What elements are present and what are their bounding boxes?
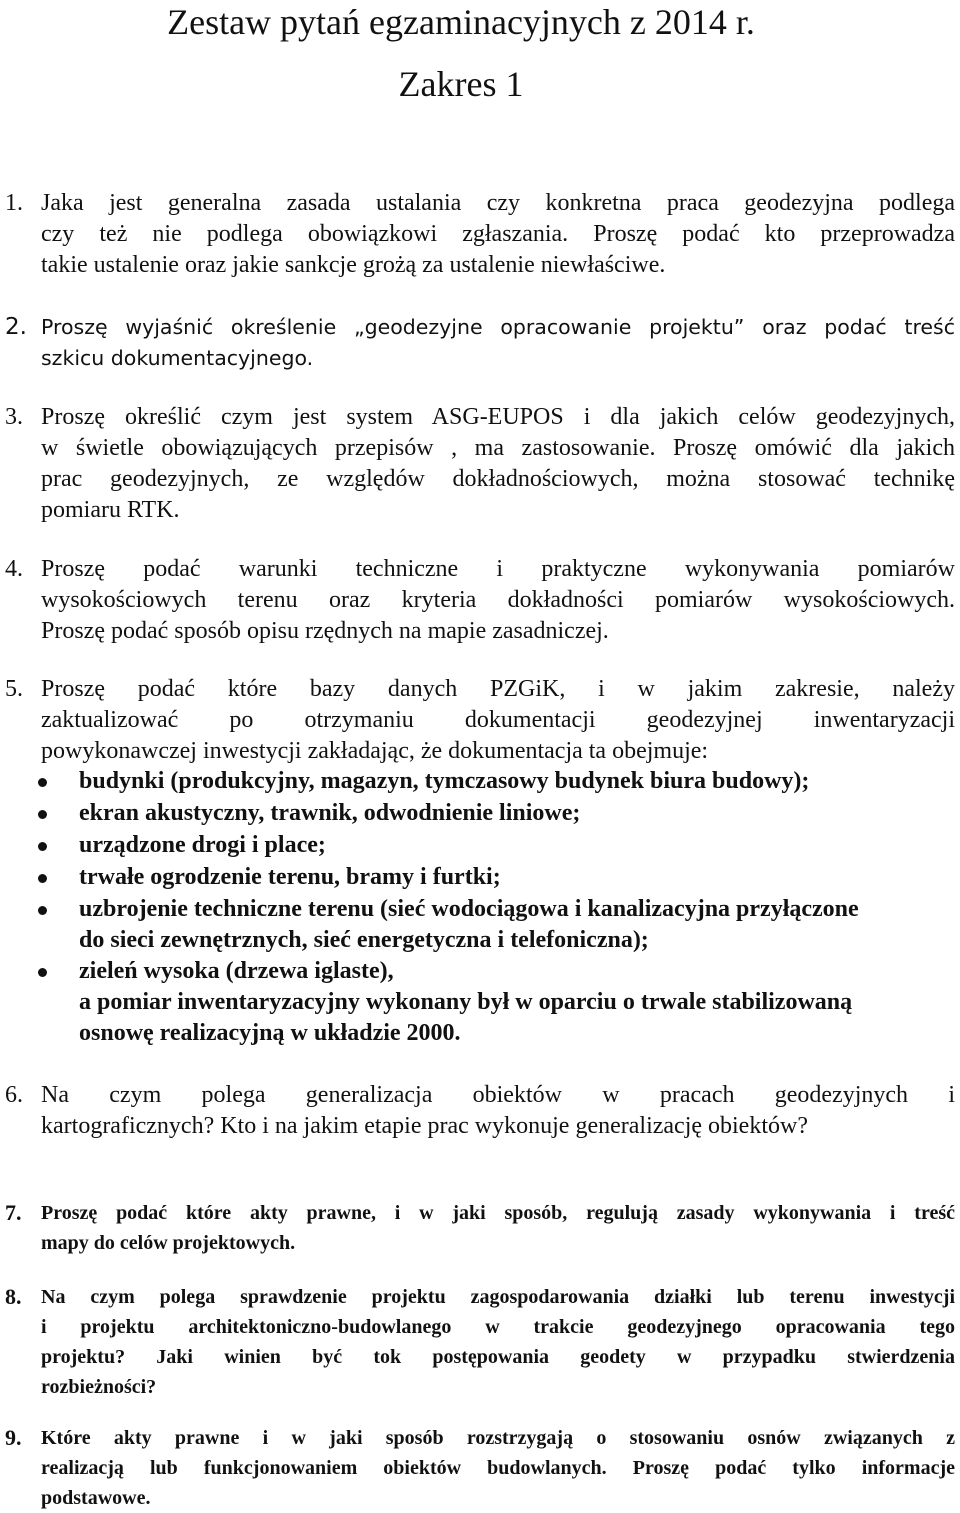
list-item-text: trwałe ogrodzenie terenu, bramy i furtki; bbox=[79, 864, 501, 890]
question-number: 6. bbox=[5, 1082, 23, 1108]
question-line: pomiaru RTK. bbox=[41, 497, 180, 523]
question-line: mapy do celów projektowych. bbox=[41, 1232, 296, 1254]
question-text bbox=[41, 1282, 955, 1402]
question-line: i projektu architektoniczno-budowlanego w trakcie geodezyjnego opracowania tego bbox=[41, 1316, 955, 1338]
bullet-icon bbox=[38, 778, 47, 787]
question-number: 7. bbox=[5, 1200, 22, 1225]
document-subtitle: Zakres 1 bbox=[398, 64, 524, 104]
question-line: takie ustalenie oraz jakie sankcje grożą za ustalenie niewłaściwe. bbox=[41, 252, 666, 278]
list-item-continuation bbox=[0, 989, 960, 1019]
question-line: zaktualizować po otrzymaniu dokumentacji geodezyjnej inwentaryzacji bbox=[41, 707, 955, 733]
question-line: prac geodezyjnych, ze względów dokładnościowych, można stosować technikę bbox=[41, 466, 955, 492]
list-item-text: budynki (produkcyjny, magazyn, tymczasowy budynek biura budowy); bbox=[79, 768, 810, 794]
document-title: Zestaw pytań egzaminacyjnych z 2014 r. bbox=[167, 2, 755, 42]
question-line: szkicu dokumentacyjnego. bbox=[41, 346, 314, 370]
question-line: rozbieżności? bbox=[41, 1376, 157, 1398]
question-line: Proszę podać które bazy danych PZGiK, i w jakim zakresie, należy bbox=[41, 676, 955, 702]
question-number: 9. bbox=[5, 1425, 22, 1450]
bullet-icon bbox=[38, 906, 47, 915]
question-text bbox=[41, 402, 955, 526]
question-text bbox=[41, 1423, 955, 1513]
question-line: wysokościowych terenu oraz kryteria dokładności pomiarów wysokościowych. bbox=[41, 587, 955, 613]
question-number: 5. bbox=[5, 676, 23, 702]
question-line: projektu? Jaki winien być tok postępowania geodety w przypadku stwierdzenia bbox=[41, 1346, 955, 1368]
question-line: Na czym polega generalizacja obiektów w pracach geodezyjnych i bbox=[41, 1082, 955, 1108]
question-line: Jaka jest generalna zasada ustalania czy konkretna praca geodezyjna podlega bbox=[41, 190, 955, 216]
list-item-text: uzbrojenie techniczne terenu (sieć wodociągowa i kanalizacyjna przyłączone bbox=[79, 896, 859, 922]
list-item-text: a pomiar inwentaryzacyjny wykonany był w oparciu o trwale stabilizowaną bbox=[79, 989, 853, 1015]
question-line: Proszę podać które akty prawne, i w jaki sposób, regulują zasady wykonywania i treść bbox=[41, 1202, 955, 1224]
question-number: 4. bbox=[5, 556, 23, 582]
question-line: w świetle obowiązujących przepisów , ma zastosowanie. Proszę omówić dla jakich bbox=[41, 435, 955, 461]
bullet-icon bbox=[38, 874, 47, 883]
question-text bbox=[41, 554, 955, 647]
list-item-continuation bbox=[0, 927, 960, 957]
bullet-icon bbox=[38, 810, 47, 819]
bullet-icon bbox=[38, 968, 47, 977]
list-item bbox=[0, 896, 960, 926]
list-item bbox=[0, 768, 960, 798]
question-line: Proszę podać warunki techniczne i praktyczne wykonywania pomiarów bbox=[41, 556, 955, 582]
question-text bbox=[41, 1080, 955, 1142]
list-item-text: urządzone drogi i place; bbox=[79, 832, 326, 858]
question-text bbox=[41, 1198, 955, 1258]
question-text bbox=[41, 674, 955, 767]
question-line: Proszę wyjaśnić określenie „geodezyjne opracowanie projektu” oraz podać treść bbox=[41, 315, 955, 339]
list-item bbox=[0, 800, 960, 830]
question-line: kartograficznych? Kto i na jakim etapie prac wykonuje generalizację obiektów? bbox=[41, 1113, 808, 1139]
question-text bbox=[41, 188, 955, 281]
question-text bbox=[41, 312, 955, 374]
list-item-text: zieleń wysoka (drzewa iglaste), bbox=[79, 958, 394, 984]
question-line: powykonawczej inwestycji zakładając, że dokumentacja ta obejmuje: bbox=[41, 738, 709, 764]
list-item bbox=[0, 832, 960, 862]
question-number: 8. bbox=[5, 1284, 22, 1309]
bullet-icon bbox=[38, 842, 47, 851]
question-number: 1. bbox=[5, 190, 23, 216]
question-number: 3. bbox=[5, 404, 23, 430]
question-line: Które akty prawne i w jaki sposób rozstrzygają o stosowaniu osnów związanych z bbox=[41, 1427, 955, 1449]
list-item-continuation bbox=[0, 1020, 960, 1050]
question-line: Na czym polega sprawdzenie projektu zagospodarowania działki lub terenu inwestycji bbox=[41, 1286, 955, 1308]
list-item bbox=[0, 864, 960, 894]
list-item-text: ekran akustyczny, trawnik, odwodnienie liniowe; bbox=[79, 800, 581, 826]
question-number: 2. bbox=[5, 314, 27, 340]
list-item-text: osnowę realizacyjną w układzie 2000. bbox=[79, 1020, 461, 1046]
list-item-text: do sieci zewnętrznych, sieć energetyczna i telefoniczna); bbox=[79, 927, 649, 953]
question-line: Proszę określić czym jest system ASG-EUPOS i dla jakich celów geodezyjnych, bbox=[41, 404, 955, 430]
question-line: Proszę podać sposób opisu rzędnych na mapie zasadniczej. bbox=[41, 618, 609, 644]
question-line: czy też nie podlega obowiązkowi zgłaszania. Proszę podać kto przeprowadza bbox=[41, 221, 955, 247]
question-line: realizacją lub funkcjonowaniem obiektów budowlanych. Proszę podać tylko informacje bbox=[41, 1457, 955, 1479]
list-item bbox=[0, 958, 960, 988]
question-line: podstawowe. bbox=[41, 1487, 151, 1509]
